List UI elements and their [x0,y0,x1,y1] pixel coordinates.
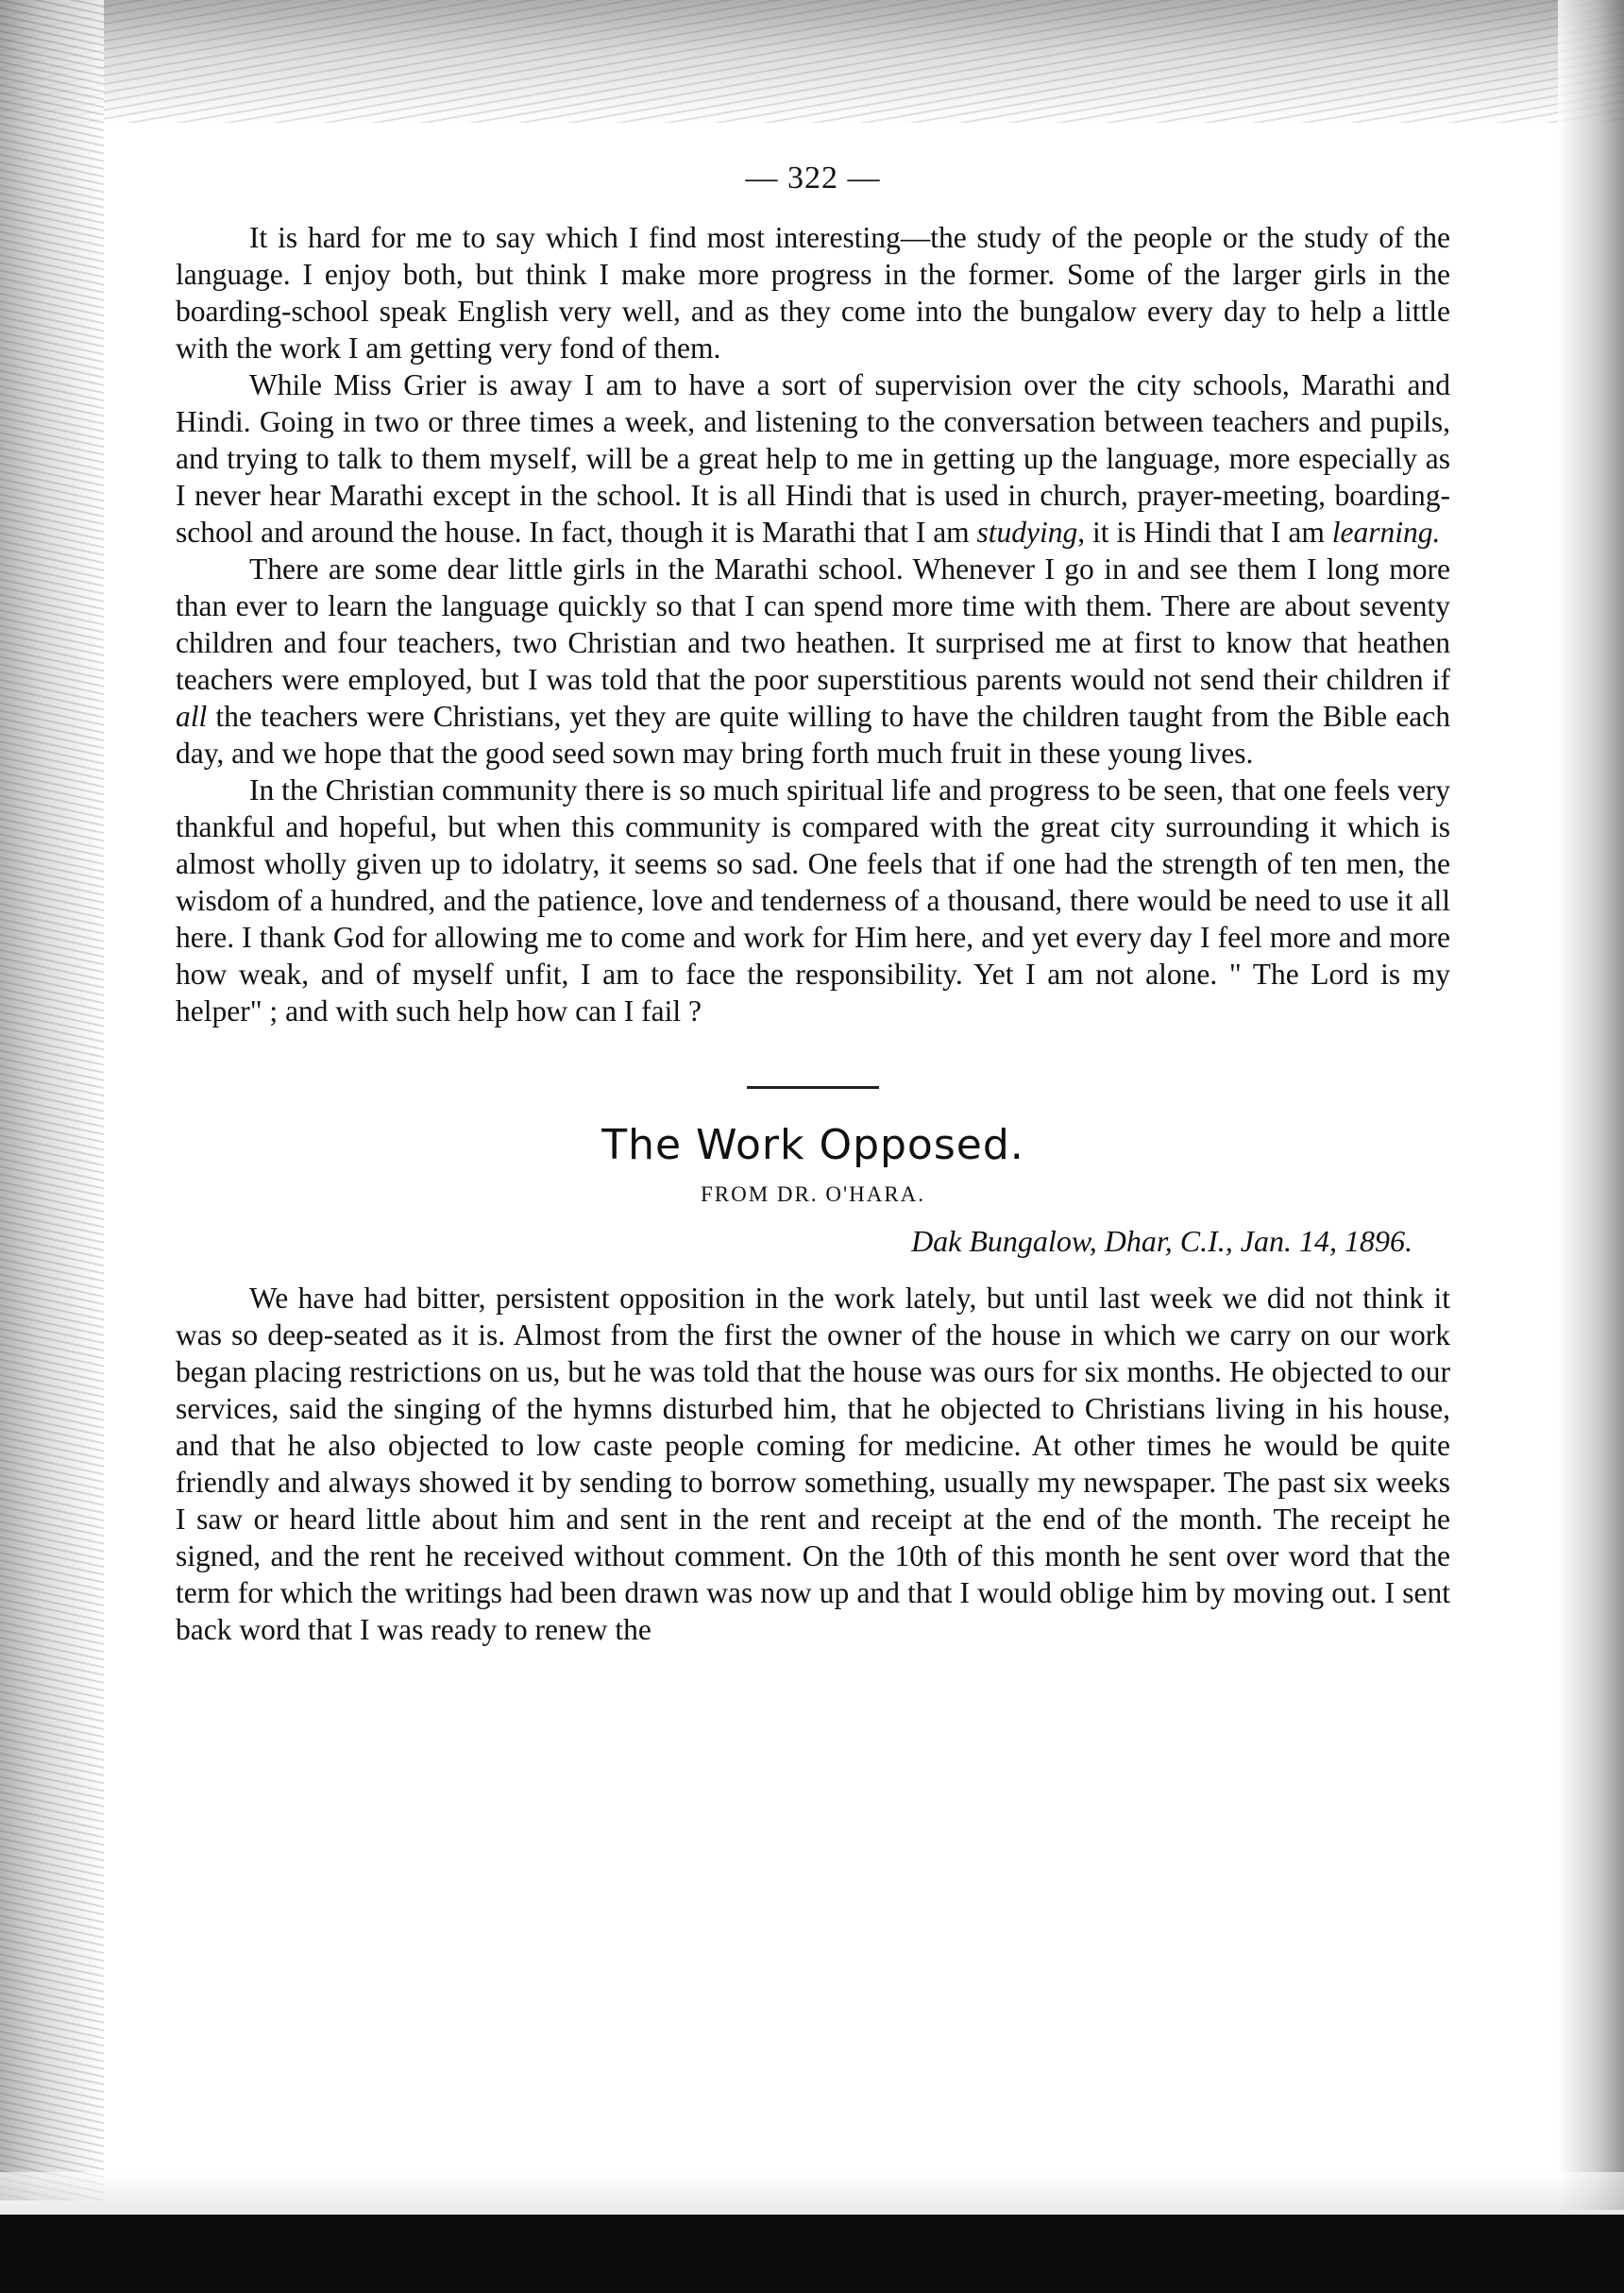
scan-edge-top [0,0,1624,123]
scan-edge-bottom-fade [0,2172,1624,2215]
paragraph-2-text: While Miss Grier is away I am to have a sort of supervision over the city schools, Marathi and Hindi. Going in two or three times a week, and listening to the conversation between teachers and pupils, and trying to talk to them myself, will be a great help to me in getting up the language, more especially as I never hear Marathi except in the school. It is all Hindi that is used in church, prayer-meeting, boarding-school and around the house. In fact, though it is Marathi that I am [176,368,1450,549]
paragraph-1: It is hard for me to say which I find most interesting—the study of the people or the study of the language. I enjoy both, but think I make more progress in the former. Some of the larger girls in the boarding-school speak English very well, and as they come into the bungalow every day to help a little with the work I am getting very fond of them. [176,221,1450,365]
article-byline: FROM DR. O'HARA. [700,1182,926,1206]
document-page [176,161,1450,1648]
scan-edge-right [1558,0,1624,2210]
paragraph-3 [176,551,1450,772]
article-paragraph: We have had bitter, persistent opposition in the work lately, but until last week we did not think it was so deep-seated as it is. Almost from the first the owner of the house in which we carry on our work began placing restrictions on us, but he was told that the house was ours for six months. He objected to our services, said the singing of the hymns disturbed him, that he objected to Christians living in his house, and that he also objected to low caste people coming for medicine. At other times he would be quite friendly and always showed it by sending to borrow something, usually my newspaper. The past six weeks I saw or heard little about him and sent in the rent and receipt at the end of the month. The receipt he signed, and the rent he received without comment. On the 10th of this month he sent over word that the term for which the writings had been drawn was now up and that I would oblige him by moving out. I sent back word that I was ready to renew the [176,1282,1450,1646]
paragraph-4: In the Christian community there is so much spiritual life and progress to be seen, that one feels very thankful and hopeful, but when this community is compared with the great city surrounding it which is almost wholly given up to idolatry, it seems so sad. One feels that if one had the strength of ten men, the wisdom of a hundred, and the patience, love and tenderness of a thousand, there would be need to use it all here. I thank God for allowing me to come and work for Him here, and yet every day I feel more and more how weak, and of myself unfit, I am to face the responsibility. Yet I am not alone. " The Lord is my helper" ; and with such help how can I fail ? [176,773,1450,1028]
scan-edge-left [0,0,104,2200]
paragraph-2 [176,366,1450,551]
page-number: — 322 — [745,161,881,195]
paragraph-2-mid: , it is Hindi that I am [1077,516,1332,549]
article-dateline: Dak Bungalow, Dhar, C.I., Jan. 14, 1896. [911,1224,1413,1258]
paragraph-3-italic-all: all [176,700,208,733]
paragraph-2-italic-studying: studying [976,516,1078,549]
scan-edge-bottom [0,2215,1624,2293]
paragraph-3-tail: the teachers were Christians, yet they are quite willing to have the children taught from the Bible each day, and we hope that the good seed sown may bring forth much fruit in these young lives. [176,700,1450,770]
article-title: The Work Opposed. [601,1121,1024,1169]
paragraph-2-italic-learning: learning. [1331,516,1441,549]
section-divider [747,1086,879,1089]
paragraph-3-text: There are some dear little girls in the Marathi school. Whenever I go in and see them I long more than ever to learn the language quickly so that I can spend more time with them. There are about seventy children and four teachers, two Christian and two heathen. It surprised me at first to know that heathen teachers were employed, but I was told that the poor superstitious parents would not send their children if [176,552,1450,696]
